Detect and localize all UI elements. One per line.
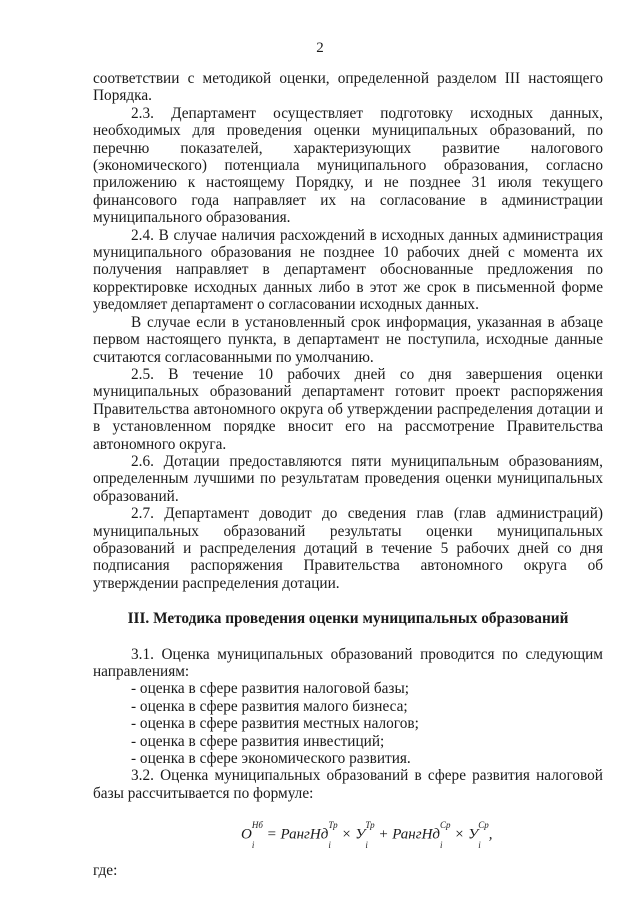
formula xyxy=(93,820,603,850)
formula-times: × xyxy=(337,826,356,843)
formula-sub: i xyxy=(328,840,331,851)
page-number: 2 xyxy=(316,40,324,56)
formula-times: × xyxy=(450,826,469,843)
paragraph-2-4-second: В случае если в установленный срок информация, указанная в абзаце первом настоящего пункта, в департамент не поступила, исходные данные считаются согласованными по умолчанию. xyxy=(93,313,603,366)
paragraph-2-4: 2.4. В случае наличия расхождений в исходных данных администрация муниципального образования не позднее 10 рабочих дней с момента их получения направляет в департамент обоснованные предложения по корректировке исходных данных либо в этот же срок в письменной форме уведомляет департамент о согласовании исходных данных. xyxy=(93,226,603,314)
list-item: - оценка в сфере развития малого бизнеса; xyxy=(131,697,408,715)
formula-rank: РангНд xyxy=(392,826,441,843)
paragraph-2-3: 2.3. Департамент осуществляет подготовку исходных данных, необходимых для проведения оценки муниципальных образований, по перечню показателей, характеризующих развитие налогового (экономического) потенциала муниципального образования, согласно приложению к настоящему Порядку, и не позднее 31 июля текущего финансового года направляет их на согласование в администрации муниципального образования. xyxy=(93,104,603,227)
formula-u: У xyxy=(355,826,366,843)
formula-u: У xyxy=(468,826,479,843)
document-body xyxy=(93,70,603,880)
list-item: - оценка в сфере развития налоговой базы; xyxy=(131,680,410,698)
paragraph-2-5: 2.5. В течение 10 рабочих дней со дня завершения оценки муниципальных образований департамент готовит проект распоряжения Правительства автономного округа об утверждении распределения дотации и в установленном порядке вносит его на рассмотрение Правительства автономного округа. xyxy=(93,365,603,453)
formula-sup-sr: Ср xyxy=(478,820,489,831)
formula-eq: = xyxy=(262,826,281,843)
formula-plus: + xyxy=(374,826,393,843)
formula-tail: , xyxy=(488,826,493,843)
list-item: - оценка в сфере развития местных налогов; xyxy=(131,715,419,733)
section-heading: III. Методика проведения оценки муниципальных образований xyxy=(127,610,569,628)
formula-sub: i xyxy=(478,840,481,851)
formula-rank: РангНд xyxy=(280,826,329,843)
paragraph-continuation: соответствии с методикой оценки, определенной разделом III настоящего Порядка. xyxy=(93,70,603,105)
formula-sup-tr: Тр xyxy=(365,820,375,831)
paragraph-2-7: 2.7. Департамент доводит до сведения глав (глав администраций) муниципальных образований результаты оценки муниципальных образований и распределения дотаций в течение 5 рабочих дней со дня подписания распоряжения Правительства автономного округа об утверждении распределения дотации. xyxy=(93,505,603,592)
formula-sup-tr: Тр xyxy=(328,820,338,831)
list-item: - оценка в сфере экономического развития. xyxy=(131,750,411,768)
formula-lhs-sup: Нб xyxy=(251,820,263,831)
paragraph-2-6: 2.6. Дотации предоставляются пяти муниципальным образованиям, определенным лучшими по результатам проведения оценки муниципальных образований. xyxy=(93,452,603,505)
formula-lhs: O xyxy=(241,826,252,843)
formula-sub: i xyxy=(365,840,368,851)
formula-sub: i xyxy=(251,840,255,851)
paragraph-3-2: 3.2. Оценка муниципальных образований в сфере развития налоговой базы рассчитывается по формуле: xyxy=(93,767,603,802)
formula-sup-sr: Ср xyxy=(440,820,451,831)
formula-sub: i xyxy=(440,840,443,851)
paragraph-3-1: 3.1. Оценка муниципальных образований проводится по следующим направлениям: xyxy=(93,645,603,680)
where-label: где: xyxy=(93,862,118,880)
list-item: - оценка в сфере развития инвестиций; xyxy=(131,732,385,750)
